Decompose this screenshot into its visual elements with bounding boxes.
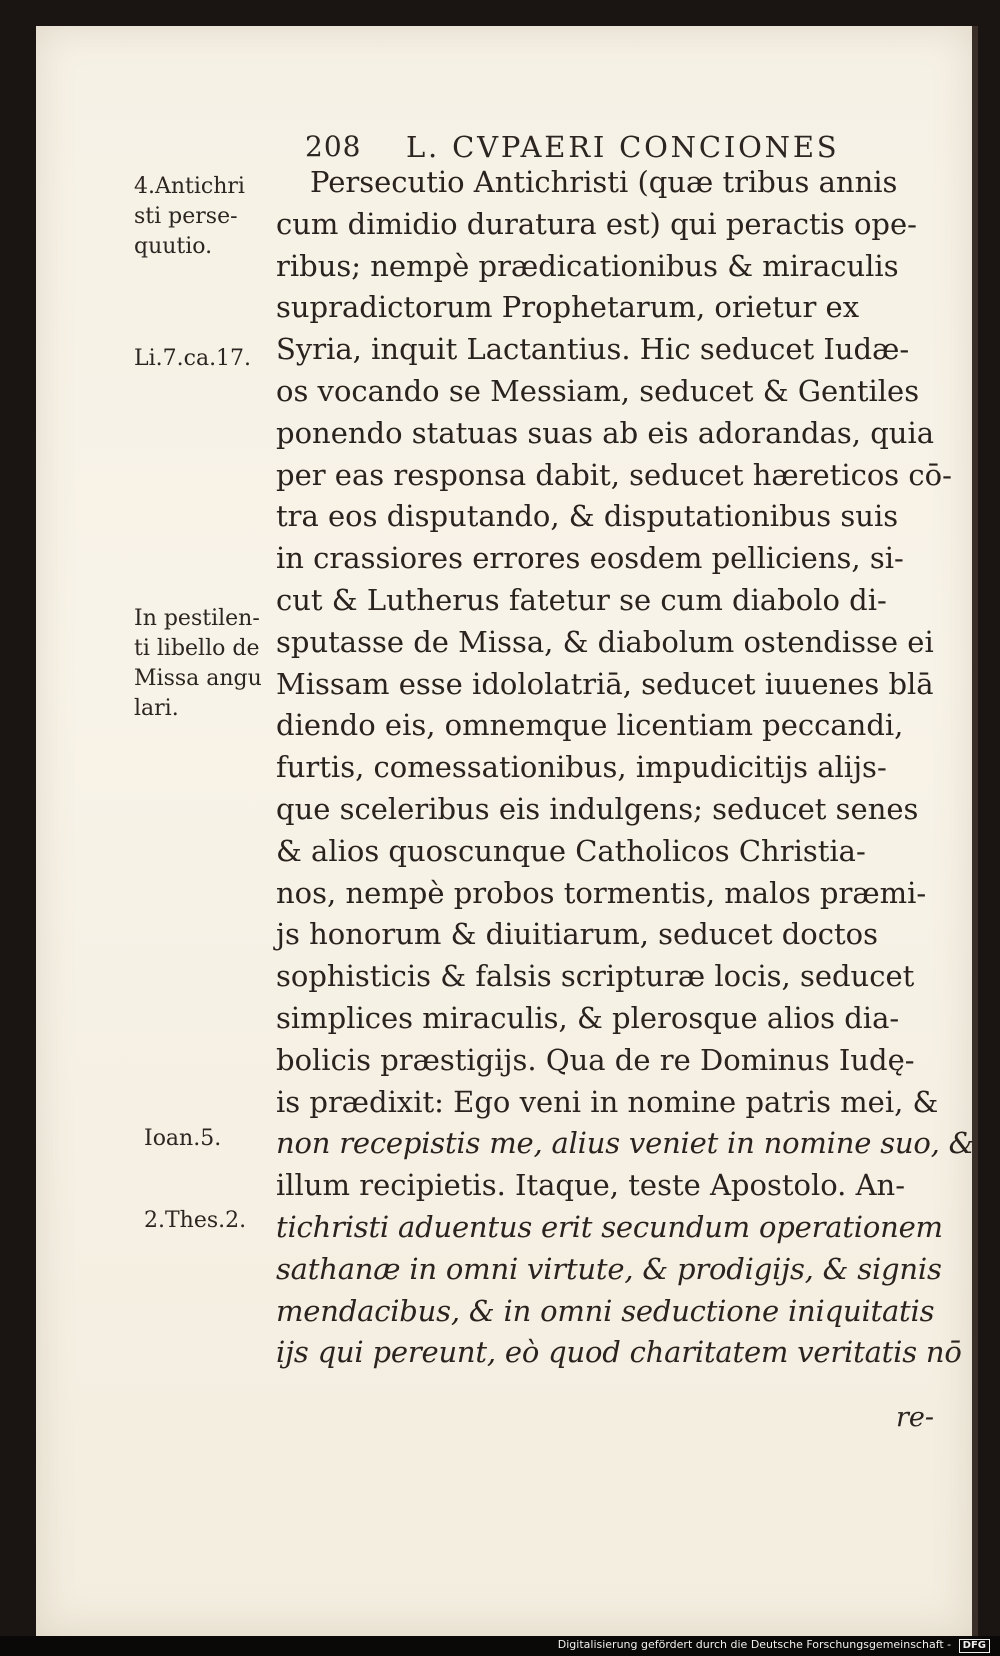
text-line: Persecutio Antichristi (quæ tribus annis (310, 165, 898, 199)
text-line: que sceleribus eis indulgens; seducet senes (276, 791, 919, 826)
body-text (276, 162, 975, 1374)
text-line: tra eos disputando, & disputationibus suis (276, 499, 899, 534)
text-line-italic: sathanæ in omni virtute, & prodigijs, & signis (276, 1251, 942, 1286)
text-line: illum recipietis. Itaque, teste Apostolo. An- (276, 1168, 906, 1203)
text-line: sputasse de Missa, & diabolum ostendisse ei (276, 624, 934, 659)
margin-note-line: Li.7.ca.17. (134, 346, 252, 371)
text-line-italic: non recepistis me, alius veniet in nomine suo, & (276, 1126, 975, 1161)
margin-note-line: In pestilen- (134, 606, 260, 631)
margin-note-line: 2.Thes.2. (144, 1208, 247, 1233)
margin-note-line: 4.Antichri (134, 174, 245, 199)
margin-note-antichrist-persecution (134, 172, 245, 262)
text-line: simplices miraculis, & plerosque alios dia- (276, 1000, 900, 1035)
catchword: re- (896, 1402, 935, 1433)
margin-note-line: sti perse- (134, 204, 238, 229)
text-line: nos, nempè probos tormentis, malos præmi- (276, 875, 927, 910)
funding-credit-text: Digitalisierung gefördert durch die Deutsche Forschungsgemeinschaft - (557, 1638, 952, 1651)
footer-credit (558, 1638, 990, 1653)
text-line: ribus; nempè prædicationibus & miraculis (276, 248, 899, 283)
margin-note-line: Ioan.5. (144, 1126, 222, 1151)
text-line: is prædixit: Ego veni in nomine patris mei, & (276, 1084, 939, 1119)
margin-note-line: Missa angu (134, 666, 262, 691)
text-line: & alios quoscunque Catholicos Christia- (276, 833, 866, 868)
book-page (36, 26, 978, 1636)
margin-note-ioan-ref (144, 1124, 221, 1154)
text-line: cut & Lutherus fatetur se cum diabolo di- (276, 582, 887, 617)
text-line: os vocando se Messiam, seducet & Gentiles (276, 373, 920, 408)
margin-note-lactantius-ref (134, 344, 251, 374)
margin-note-luther-libello (134, 604, 262, 724)
text-line: supradictorum Prophetarum, orietur ex (276, 290, 860, 325)
text-line-italic: tichristi aduentus erit secundum operationem (276, 1209, 943, 1244)
dfg-logo: DFG (959, 1639, 990, 1653)
text-line: in crassiores errores eosdem pelliciens, si- (276, 541, 904, 576)
text-line: per eas responsa dabit, seducet hæreticos cō- (276, 457, 952, 492)
margin-note-line: lari. (134, 696, 179, 721)
text-line: Syria, inquit Lactantius. Hic seducet Iudæ- (276, 332, 910, 367)
page-number: 208 (305, 130, 362, 163)
text-line: cum dimidio duratura est) qui peractis ope- (276, 206, 917, 241)
text-line: js honorum & diuitiarum, seducet doctos (276, 917, 878, 952)
text-line: diendo eis, omnemque licentiam peccandi, (276, 708, 904, 743)
footer-bar (0, 1636, 1000, 1656)
text-line: Missam esse idololatriā, seducet iuuenes blā (276, 666, 934, 701)
running-title: L. CVPAERI CONCIONES (406, 130, 840, 164)
text-line: bolicis præstigijs. Qua de re Dominus Iudę- (276, 1042, 915, 1077)
text-line: ponendo statuas suas ab eis adorandas, quia (276, 415, 935, 450)
margin-note-line: quutio. (134, 234, 213, 259)
text-line-italic: ijs qui pereunt, eò quod charitatem veritatis nō (276, 1335, 962, 1370)
text-line: sophisticis & falsis scripturæ locis, seducet (276, 959, 915, 994)
text-line-italic: mendacibus, & in omni seductione iniquitatis (276, 1293, 935, 1328)
text-line: furtis, comessationibus, impudicitijs alijs- (276, 750, 887, 785)
margin-note-line: ti libello de (134, 636, 260, 661)
margin-notes (36, 26, 262, 1636)
margin-note-thes-ref (144, 1206, 246, 1236)
